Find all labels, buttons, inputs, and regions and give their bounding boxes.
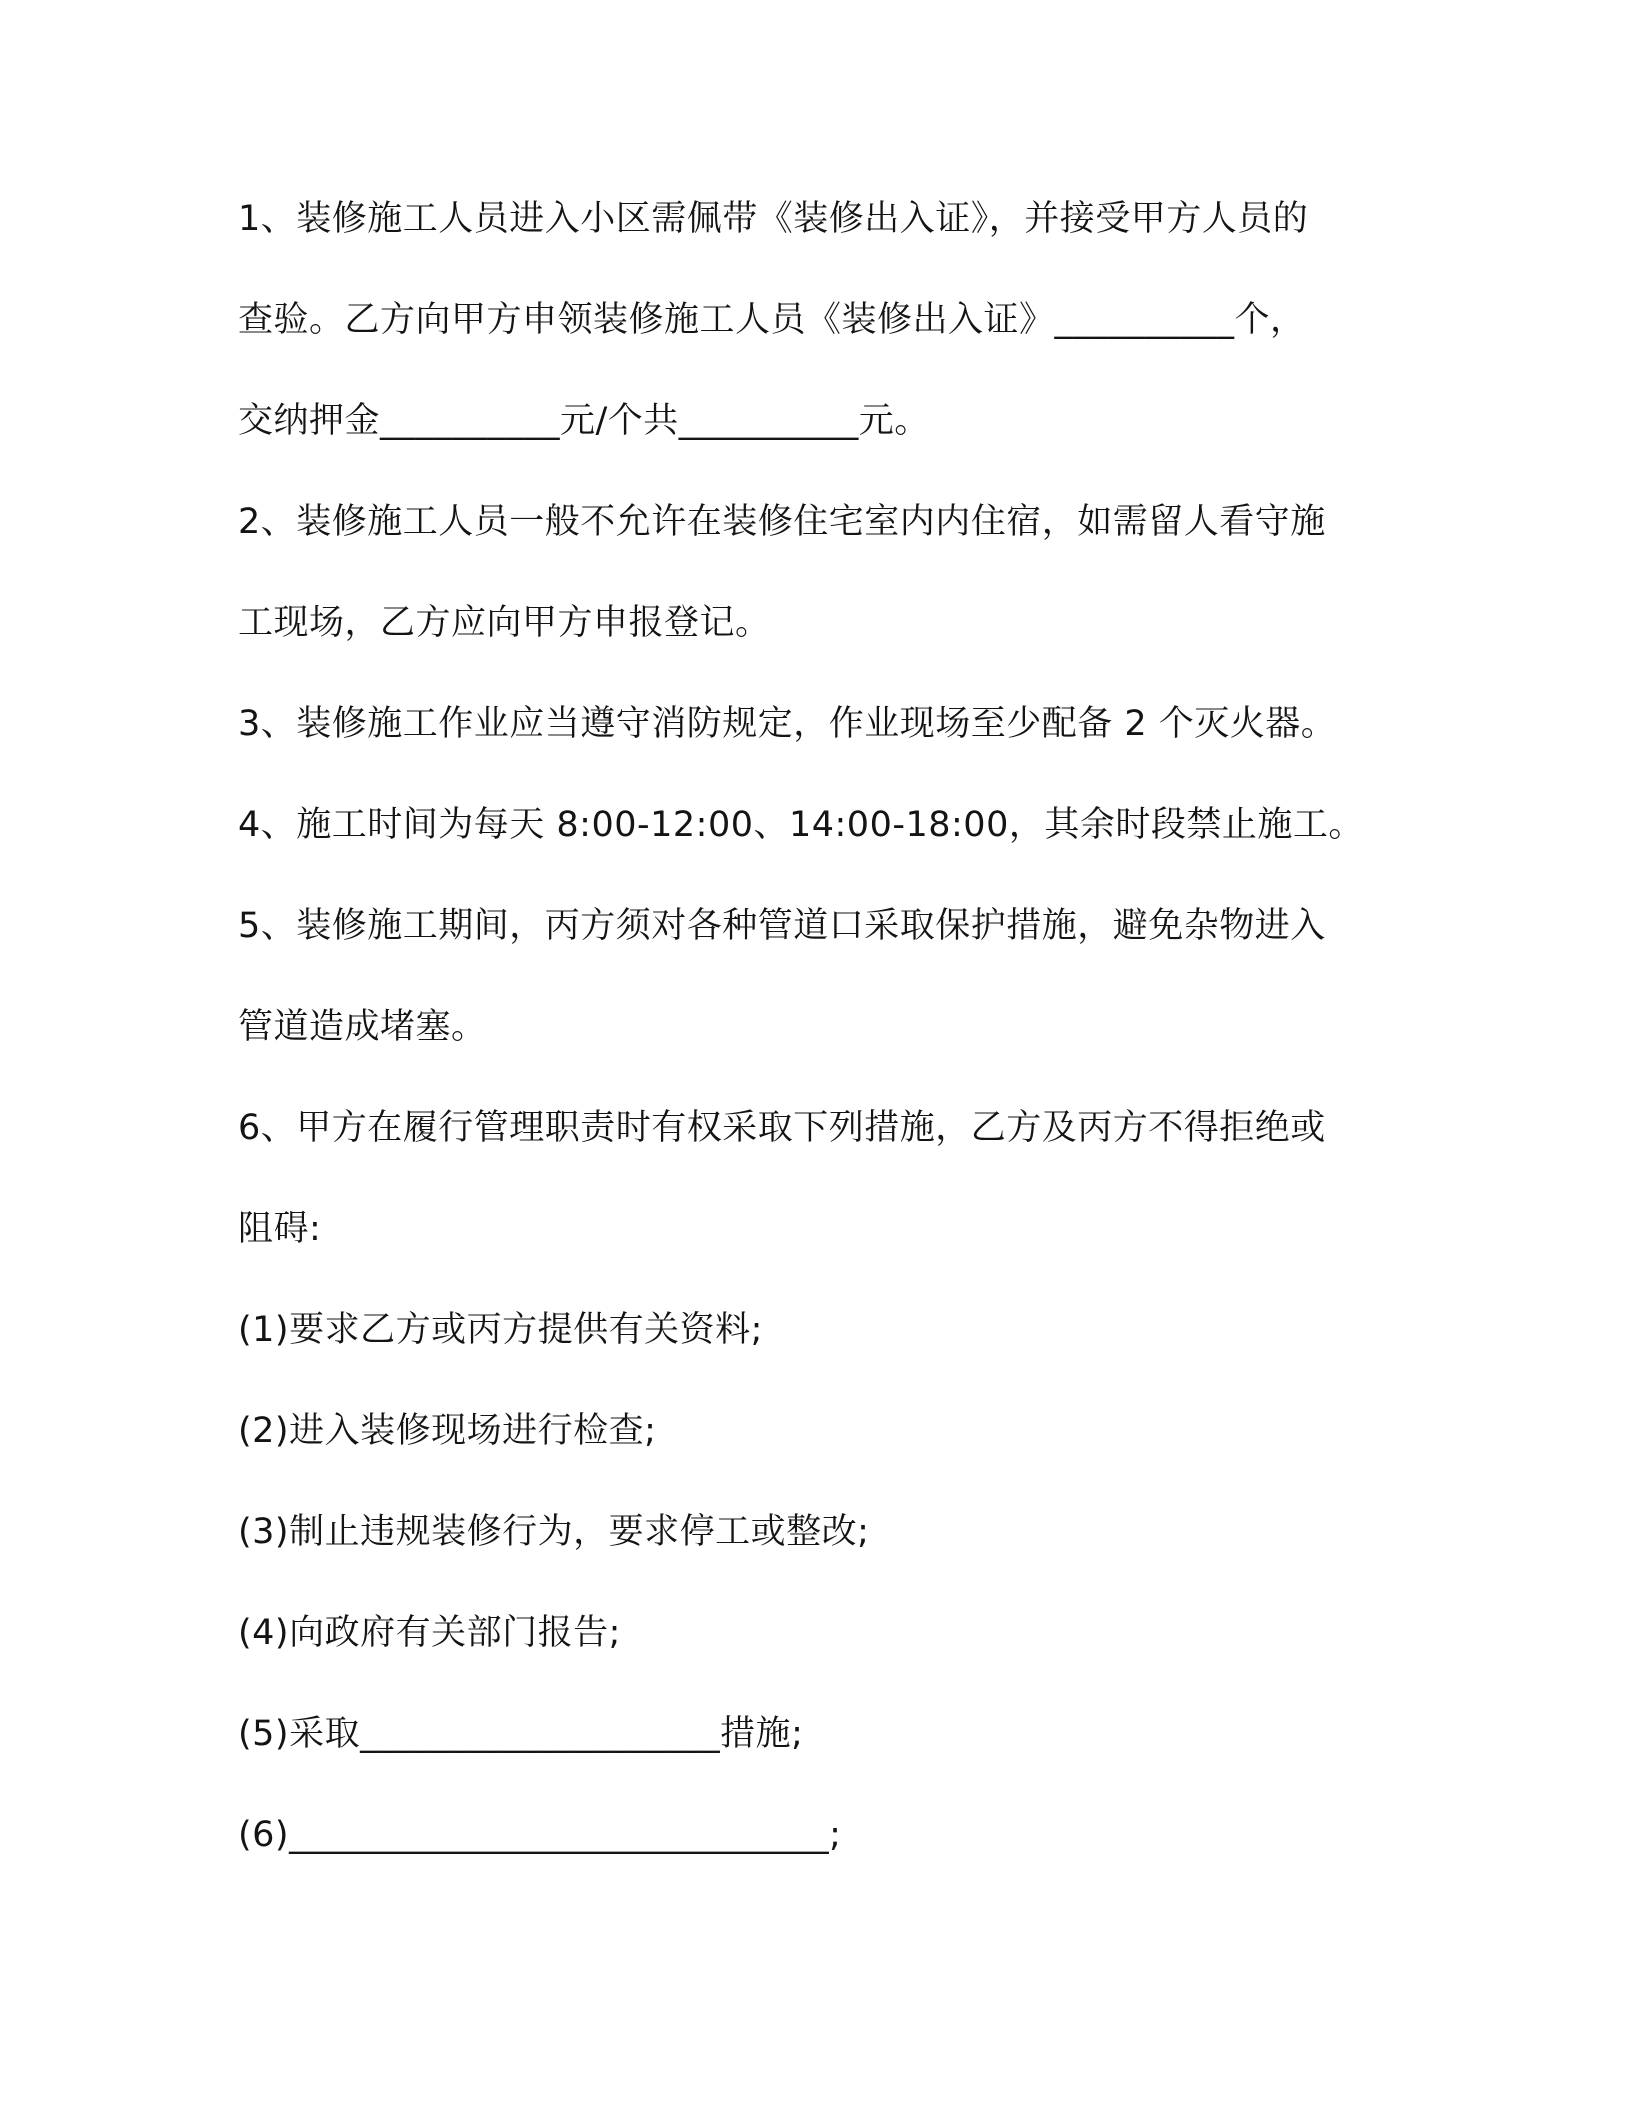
clause-1-line-1: 1、装修施工人员进入小区需佩带《装修出入证》，并接受甲方人员的 <box>238 199 1309 239</box>
measure-3: (3)制止违规装修行为，要求停工或整改; <box>238 1512 870 1552</box>
clause-1-line-3: 交纳押金__________元/个共__________元。 <box>238 401 930 441</box>
measure-5: (5)采取____________________措施; <box>238 1714 804 1754</box>
clause-5-line-2: 管道造成堵塞。 <box>238 1007 487 1047</box>
measure-1: (1)要求乙方或丙方提供有关资料; <box>238 1310 763 1350</box>
clause-4: 4、施工时间为每天 8:00-12:00、14:00-18:00，其余时段禁止施工。 <box>238 805 1364 845</box>
clause-3: 3、装修施工作业应当遵守消防规定，作业现场至少配备 2 个灭火器。 <box>238 704 1337 744</box>
clause-2-line-2: 工现场，乙方应向甲方申报登记。 <box>238 603 771 643</box>
clause-5-line-1: 5、装修施工期间，丙方须对各种管道口采取保护措施，避免杂物进入 <box>238 906 1326 946</box>
clause-6-line-2: 阻碍: <box>238 1209 322 1249</box>
measure-6: (6)______________________________; <box>238 1815 842 1855</box>
measure-4: (4)向政府有关部门报告; <box>238 1613 621 1653</box>
clause-1-line-2: 查验。乙方向甲方申领装修施工人员《装修出入证》__________个， <box>238 300 1306 340</box>
clause-6-line-1: 6、甲方在履行管理职责时有权采取下列措施，乙方及丙方不得拒绝或 <box>238 1108 1326 1148</box>
document-body <box>238 186 1398 1903</box>
measure-2: (2)进入装修现场进行检查; <box>238 1411 657 1451</box>
clause-2-line-1: 2、装修施工人员一般不允许在装修住宅室内内住宿，如需留人看守施 <box>238 502 1326 542</box>
